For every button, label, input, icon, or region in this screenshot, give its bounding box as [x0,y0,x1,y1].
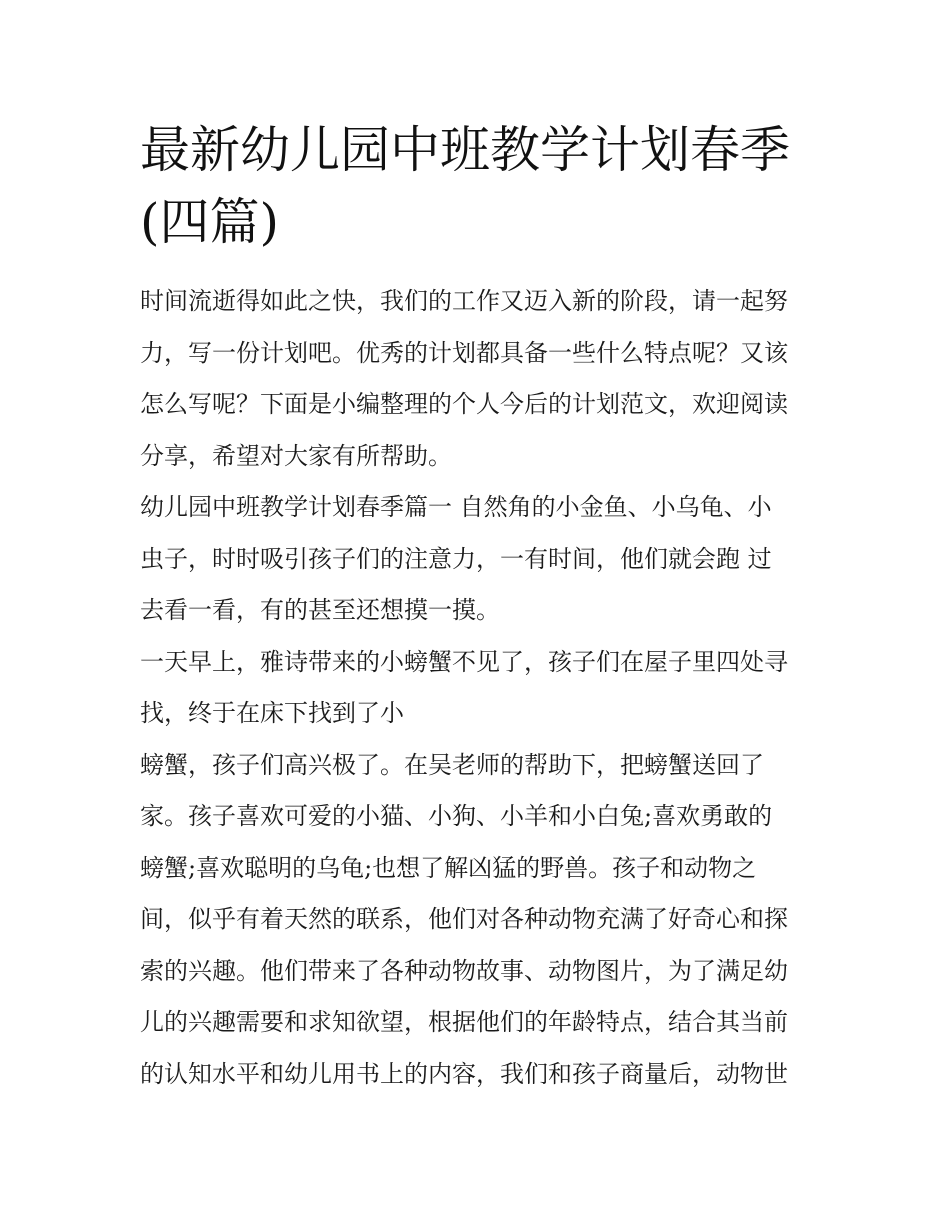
text-line: 幼儿园中班教学计划春季篇一 自然角的小金鱼、小乌龟、小 [140,493,772,521]
text-line: 去看一看，有的甚至还想摸一摸。 [140,596,500,624]
text-line: 儿的兴趣需要和求知欲望，根据他们的年龄特点，结合其当前 [140,1008,788,1036]
title-line: (四篇) [140,193,280,251]
text-line: 时间流逝得如此之快，我们的工作又迈入新的阶段，请一起努 [140,287,788,315]
text-line: 间，似乎有着天然的联系，他们对各种动物充满了好奇心和探 [140,905,788,933]
text-line: 分享，希望对大家有所帮助。 [140,441,452,470]
page-title [140,114,840,258]
text-line: 的认知水平和幼儿用书上的内容，我们和孩子商量后，动物世 [140,1059,788,1088]
text-line: 螃蟹，孩子们高兴极了。在吴老师的帮助下，把螃蟹送回了 [140,750,764,779]
text-line: 螃蟹;喜欢聪明的乌龟;也想了解凶猛的野兽。孩子和动物之 [140,853,757,882]
text-line: 力，写一份计划吧。优秀的计划都具备一些什么特点呢？又该 [140,338,788,367]
body-text [140,276,830,1100]
text-line: 家。孩子喜欢可爱的小猫、小狗、小羊和小白兔;喜欢勇敢的 [140,802,773,830]
text-line: 索的兴趣。他们带来了各种动物故事、动物图片，为了满足幼 [140,956,788,985]
title-line: 最新幼儿园中班教学计划春季 [140,121,790,179]
text-line: 怎么写呢？下面是小编整理的个人今后的计划范文，欢迎阅读 [140,390,788,418]
text-line: 找，终于在床下找到了小 [140,699,404,727]
text-line: 虫子，时时吸引孩子们的注意力，一有时间，他们就会跑 过 [140,544,772,573]
text-line: 一天早上，雅诗带来的小螃蟹不见了，孩子们在屋子里四处寻 [140,647,788,676]
